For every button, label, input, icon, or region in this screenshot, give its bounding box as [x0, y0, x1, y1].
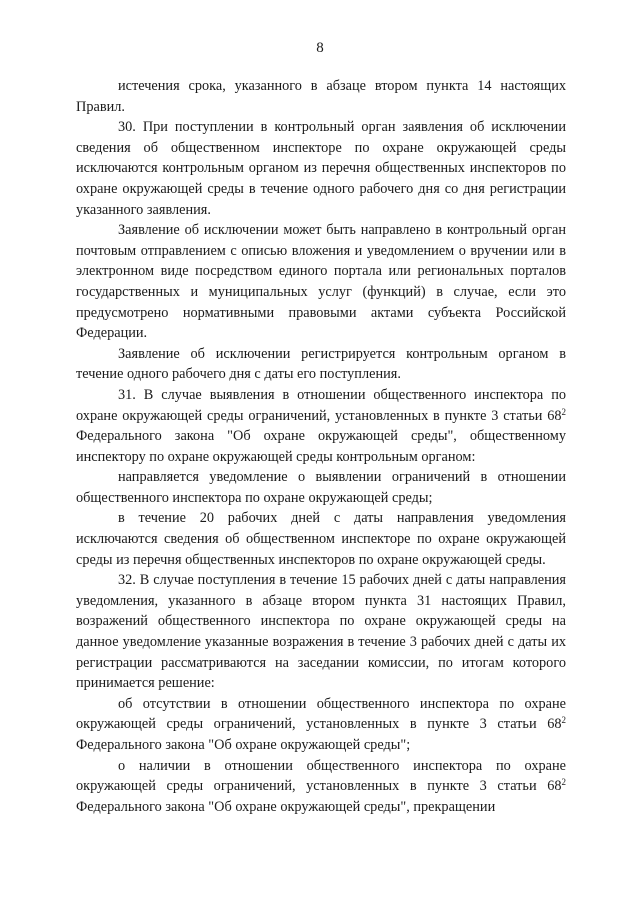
paragraph: об отсутствии в отношении общественного инспектора по охране окружающей среды ограничений, установленных в пункте 3 статьи $68^2$ Федерального закона "Об охране окружающей среды";	[76, 695, 566, 753]
paragraph: 32. В случае поступления в течение 15 рабочих дней с даты направления уведомления, указанного в абзаце втором пункта 31 настоящих Правил, возражений общественного инспектора по охране окружающей среды на данное уведомление указанные возражения в течение 3 рабочих дней с даты их регистрации рассматриваются на заседании комиссии, по итогам которого принимается решение:	[76, 572, 566, 692]
paragraph: в течение 20 рабочих дней с даты направления уведомления исключаются сведения об общественном инспекторе по охране окружающей среды из перечня общественных инспекторов по охране окружающей среды.	[76, 510, 566, 568]
paragraph: 31. В случае выявления в отношении общественного инспектора по охране окружающей среды ограничений, установленных в пункте 3 статьи $68^2$ Федерального закона "Об охране окружающей среды", общественному инспектору по охране окружающей среды контрольным органом:	[76, 386, 566, 465]
paragraph: направляется уведомление о выявлении ограничений в отношении общественного инспектора по охране окружающей среды;	[76, 469, 566, 506]
paragraph: о наличии в отношении общественного инспектора по охране окружающей среды ограничений, установленных в пункте 3 статьи $68^2$ Федерального закона "Об охране окружающей среды", прекращении	[76, 757, 566, 815]
superscript: 2	[561, 715, 566, 726]
superscript: 2	[561, 406, 566, 417]
page-number: 8	[316, 40, 324, 56]
superscript: 2	[561, 777, 566, 788]
paragraph: истечения срока, указанного в абзаце втором пункта 14 настоящих Правил.	[76, 78, 566, 115]
document-body	[76, 76, 566, 817]
paragraph: 30. При поступлении в контрольный орган заявления об исключении сведения об общественном инспекторе по охране окружающей среды исключаются контрольным органом из перечня общественных инспекторов по охране окружающей среды в течение одного рабочего дня со дня регистрации указанного заявления.	[76, 119, 566, 218]
paragraph: Заявление об исключении может быть направлено в контрольный орган почтовым отправлением с описью вложения и уведомлением о вручении или в электронном виде посредством единого портала или региональных порталов государственных и муниципальных услуг (функций) в случае, если это предусмотрено нормативными правовыми актами субъекта Российской Федерации.	[76, 222, 566, 342]
paragraph: Заявление об исключении регистрируется контрольным органом в течение одного рабочего дня с даты его поступления.	[76, 345, 566, 383]
